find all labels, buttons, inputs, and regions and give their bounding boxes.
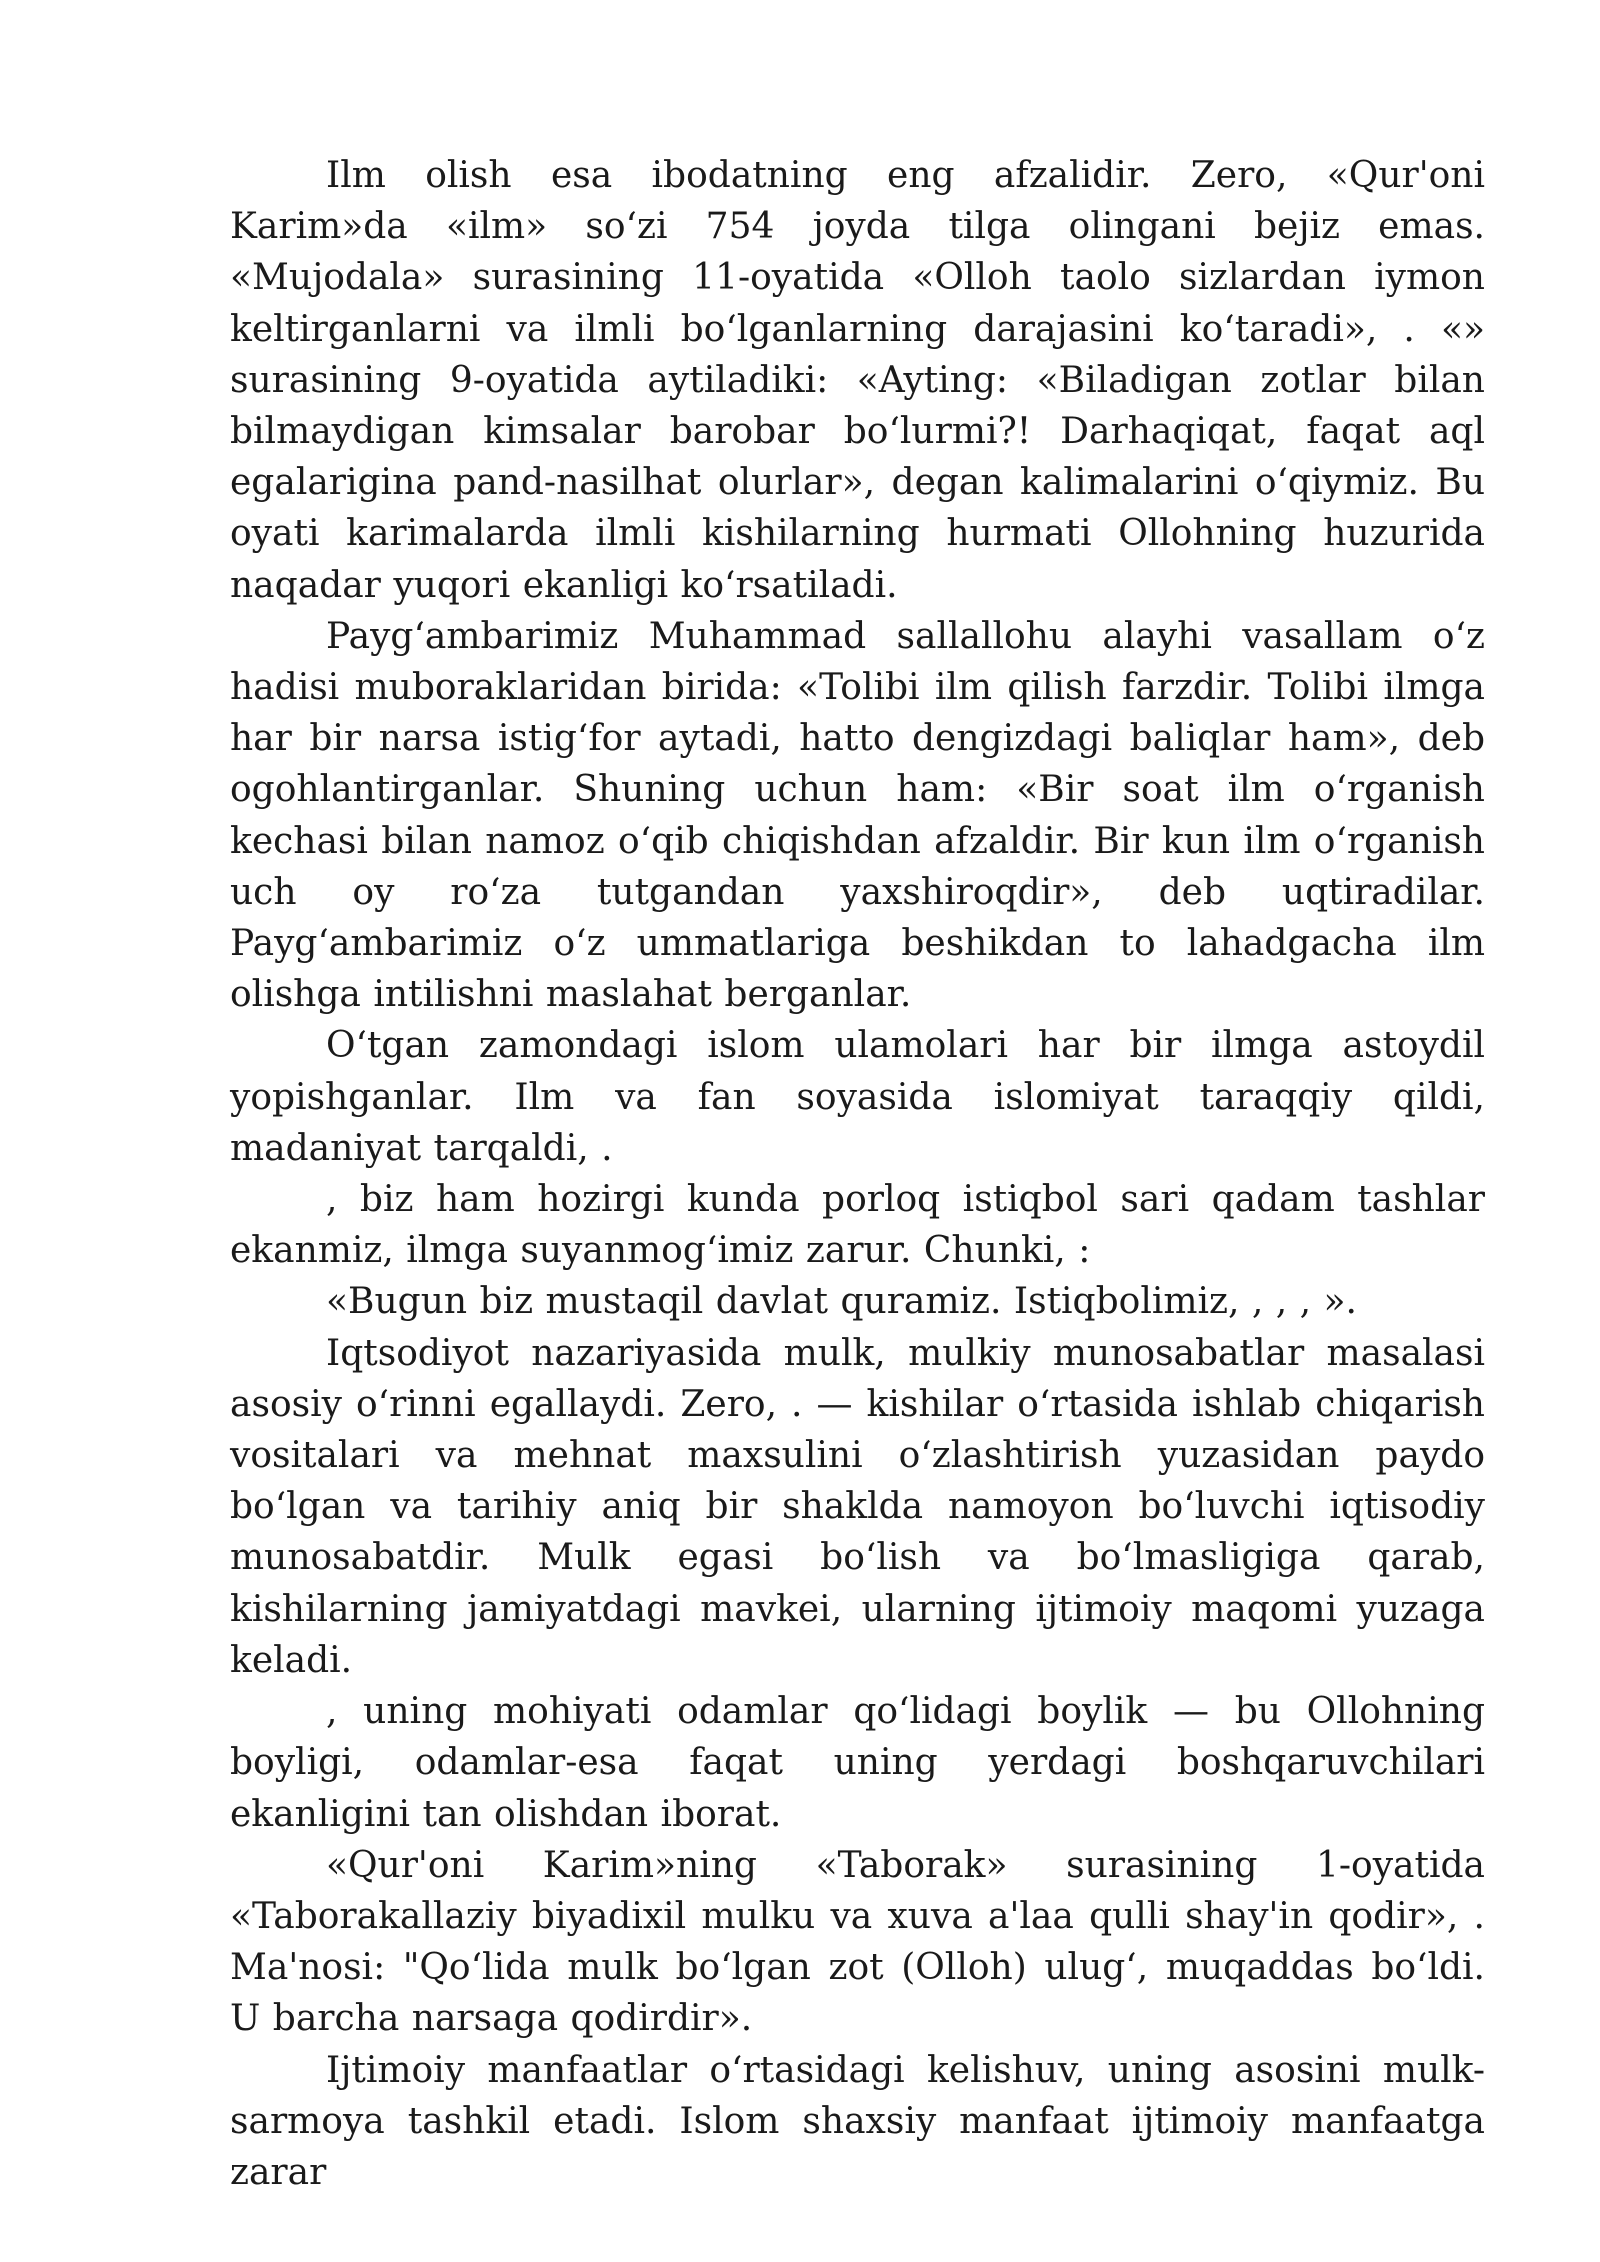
paragraph-iqtisodiyot: Iqtsodiyot nazariyasida mulk, mulkiy munosabatlar masalasi asosiy o‘rinni egallaydi. Zero, . — kishilar o‘rtasida ishlab chiqarish vositalari va mehnat maxsulini o‘zlashtirish yuzasidan paydo bo‘lgan va tarihiy aniq bir shaklda namoyon bo‘luvchi iqtisodiy munosabatdir. Mulk egasi bo‘lish va bo‘lmasligiga qarab, kishilarning jamiyatdagi mavkei, ularning ijtimoiy maqomi yuzaga keladi.: [230, 1332, 1485, 1681]
paragraph-biz-ham: , biz ham hozirgi kunda porloq istiqbol sari qadam tashlar ekanmiz, ilmga suyanmog‘imiz zarur. Chunki, :: [230, 1179, 1485, 1272]
paragraph-otgan-zamondagi: O‘tgan zamondagi islom ulamolari har bir ilmga astoydil yopishganlar. Ilm va fan soyasida islomiyat taraqqiy qildi, madaniyat tarqaldi, .: [230, 1025, 1485, 1169]
paragraph-paygambarimiz: Payg‘ambarimiz Muhammad sallallohu alayhi vasallam o‘z hadisi muboraklaridan birida: «Tolibi ilm qilish farzdir. Tolibi ilmga har bir narsa istig‘for aytadi, hatto dengizdagi baliqlar ham», deb ogohlantirganlar. Shuning uchun ham: «Bir soat ilm o‘rganish kechasi bilan namoz o‘qib chiqishdan afzaldir. Bir kun ilm o‘rganish uch oy ro‘za tutgandan yaxshiroqdir», deb uqtiradilar. Payg‘ambarimiz o‘z ummatlariga beshikdan to lahadgacha ilm olishga intilishni maslahat berganlar.: [230, 615, 1485, 1016]
paragraph-ilm-olish: Ilm olish esa ibodatning eng afzalidir. Zero, «Qur'oni Karim»da «ilm» so‘zi 754 joyda tilga olingani bejiz emas. «Mujodala» surasining 11-oyatida «Olloh taolo sizlardan iymon keltirganlarni va ilmli bo‘lganlarning darajasini ko‘taradi», . «» surasining 9-oyatida aytiladiki: «Ayting: «Biladigan zotlar bilan bilmaydigan kimsalar barobar bo‘lurmi?! Darhaqiqat, faqat aql egalariginа pand-nasilhat olurlar», degan kalimalarini o‘qiymiz. Bu oyati karimalarda ilmli kishilarning hurmati Ollohning huzurida naqadar yuqori ekanligi ko‘rsatiladi.: [230, 155, 1485, 606]
paragraph-bugun-biz: «Bugun biz mustaqil davlat quramiz. Istiqbolimiz, , , , ».: [326, 1281, 1357, 1323]
document-page: [230, 150, 1485, 2198]
paragraph-ijtimoiy-manfaatlar: Ijtimoiy manfaatlar o‘rtasidagi kelishuv, uning asosini mulk-sarmoya tashkil etadi. Islom shaxsiy manfaat ijtimoiy manfaatga zarar: [230, 2049, 1485, 2193]
paragraph-taborak: «Qur'oni Karim»ning «Taborak» surasining 1-oyatida «Taborakallaziy biyadixil mulku va xuva a'laa qulli shay'in qodir», . Ma'nosi: "Qo‘lida mulk bo‘lgan zot (Olloh) ulug‘, muqaddas bo‘ldi. U barcha narsaga qodirdir».: [230, 1844, 1485, 2040]
paragraph-uning-mohiyati: , uning mohiyati odamlar qo‘lidagi boylik — bu Ollohning boyligi, odamlar-esa faqat uning yerdagi boshqaruvchilari ekanligini tan olishdan iborat.: [230, 1691, 1485, 1835]
